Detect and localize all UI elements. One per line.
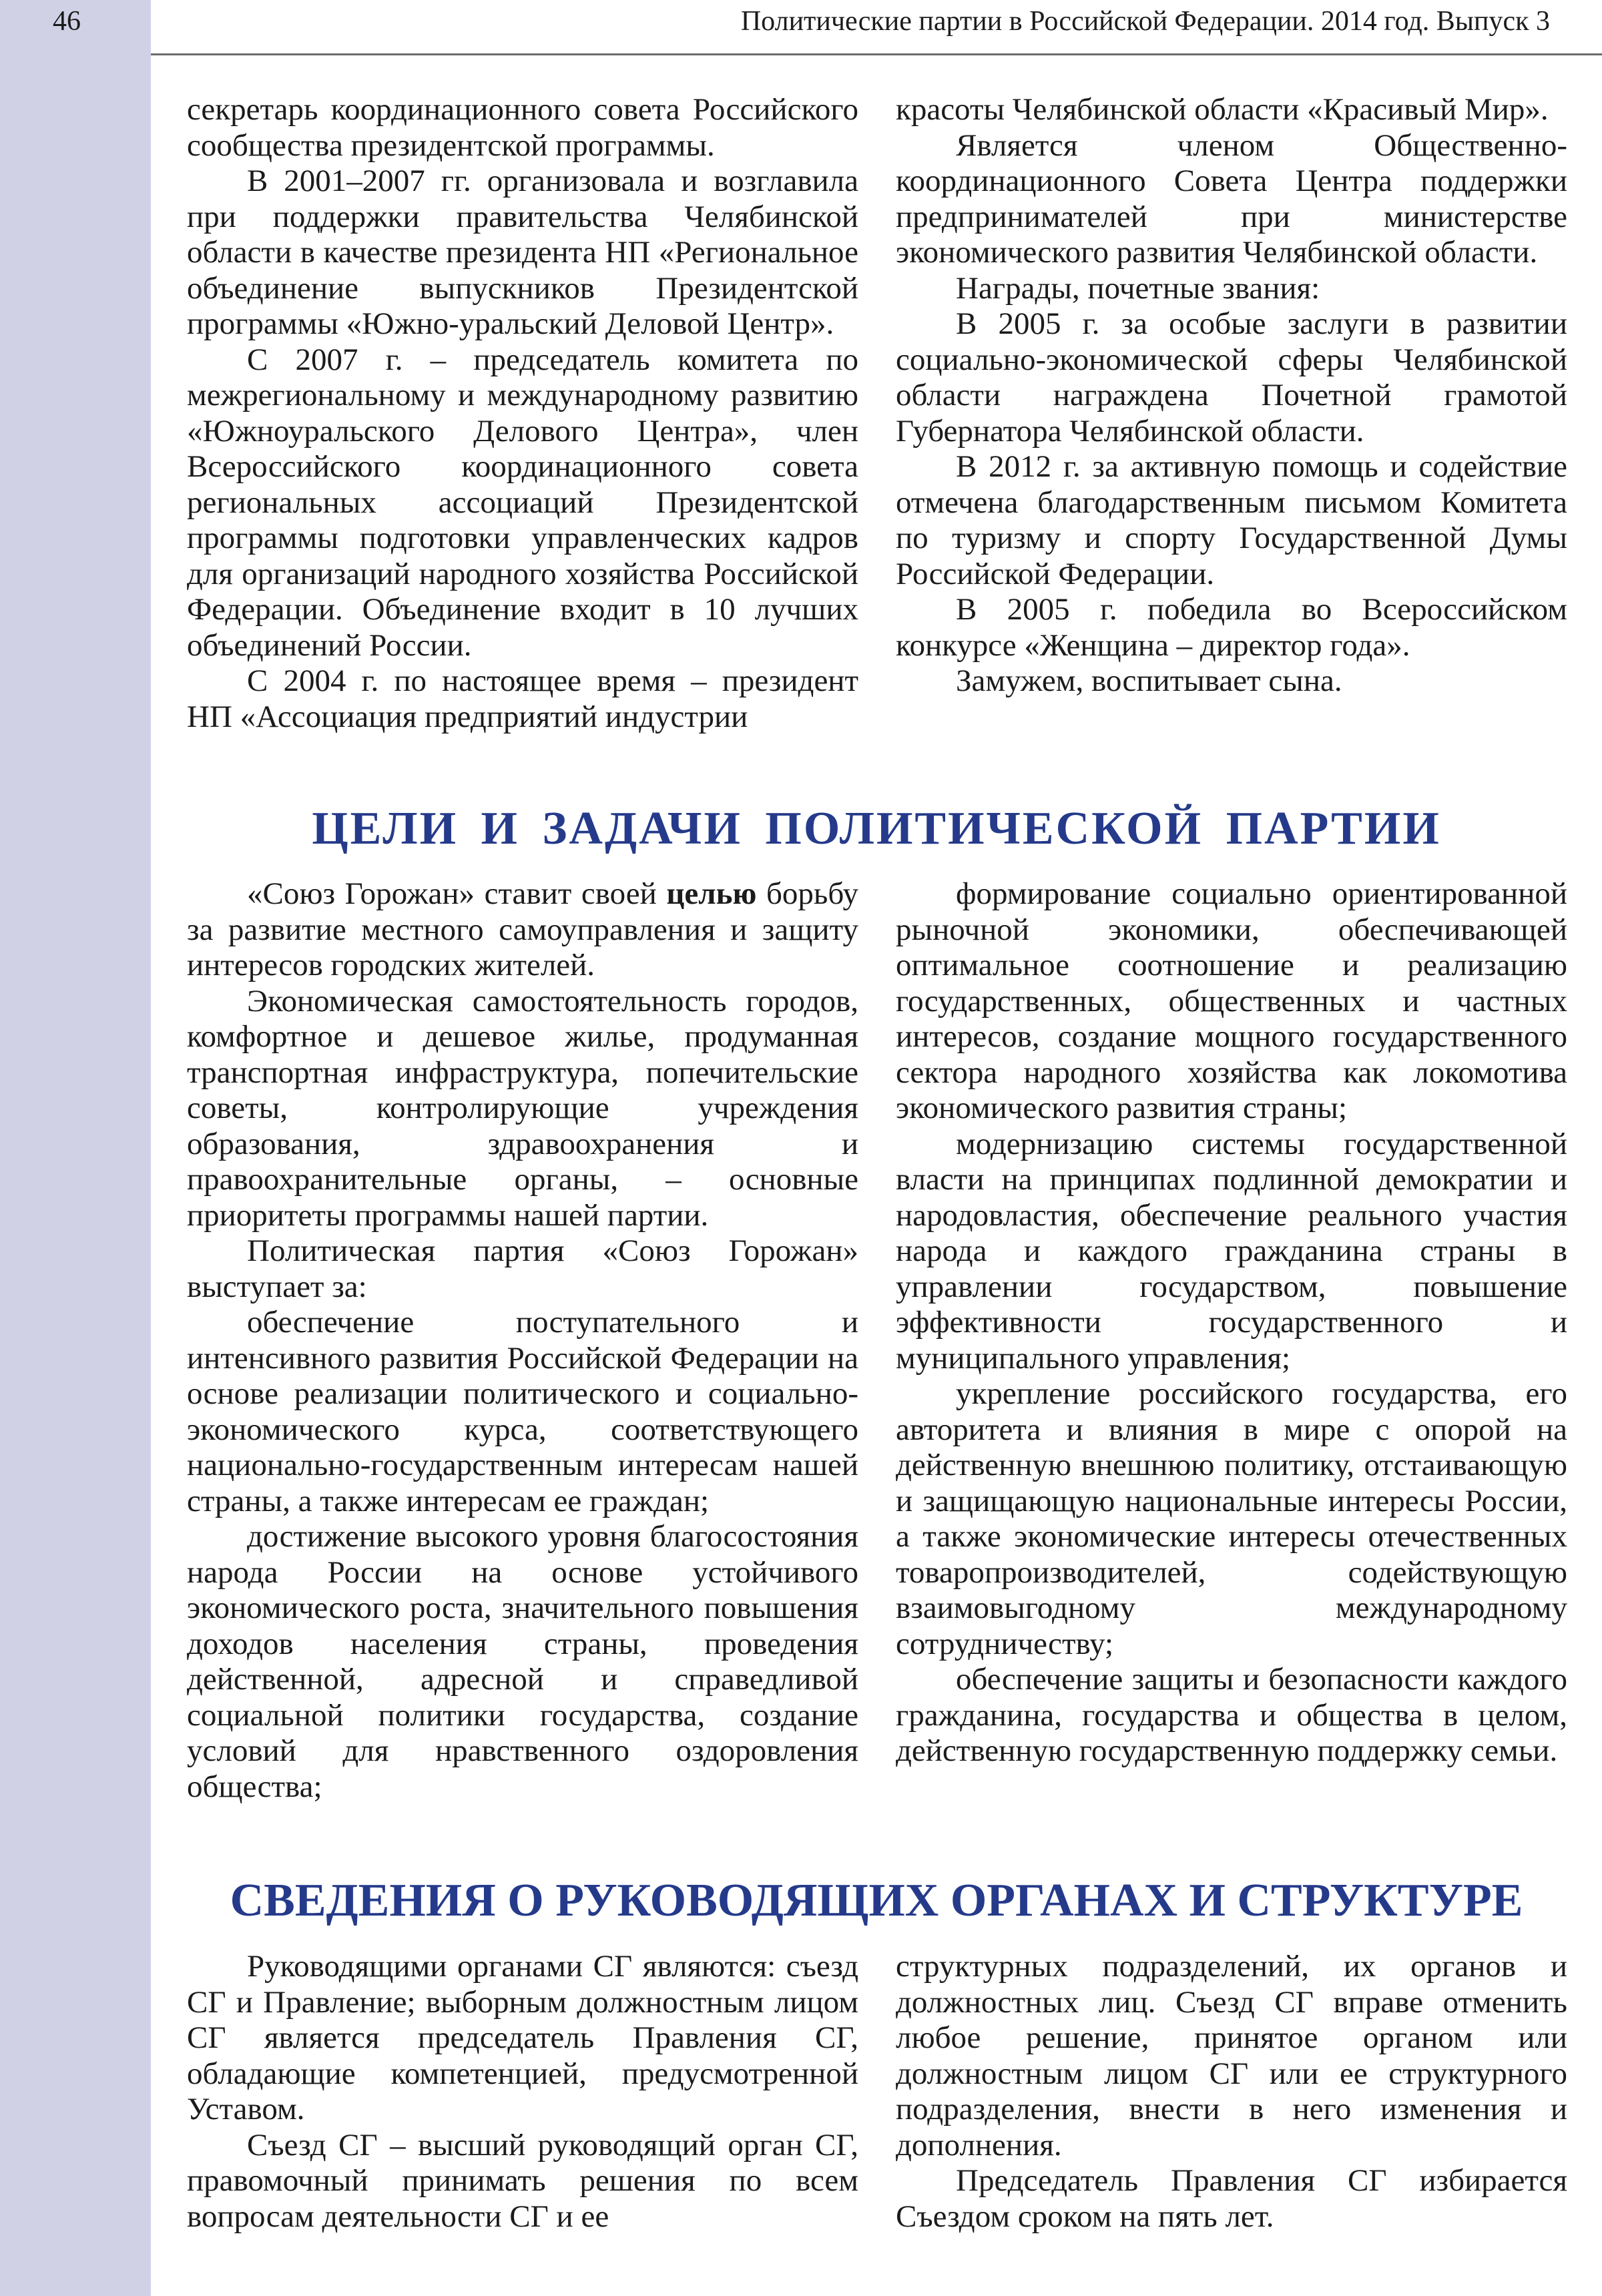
bio-paragraph: В 2001–2007 гг. организовала и возглавила при поддержки правительства Челябинской области в качестве президента НП «Региональное объединение выпускников Президентской программы «Южно-уральский Деловой Центр». [187,164,858,341]
bio-paragraph: С 2004 г. по настоящее время – президент НП «Ассоциация предприятий индустрии [187,663,858,734]
structure-paragraph: Съезд СГ – высший руководящий орган СГ, правомочный принимать решения по всем вопросам деятельности СГ и ее [187,2127,858,2234]
header-rule [151,53,1602,55]
goals-paragraph: модернизацию системы государственной власти на принципах подлинной демократии и народовластия, обеспечение реального участия народа и каждого гражданина страны в управлении государством, повышение эффективности государственного и муниципального управления; [896,1126,1567,1376]
structure-columns [187,1949,1567,2235]
goals-paragraph: Политическая партия «Союз Горожан» выступает за: [187,1233,858,1304]
bio-right-column [896,92,1567,735]
page-number: 46 [53,6,81,37]
bio-paragraph: Награды, почетные звания: [956,270,1320,306]
goals-left-column [187,876,858,1805]
goals-intro-text: борьбу за развитие местного самоуправления и защиту интересов городских жителей. [187,876,858,982]
running-title: Политические партии в Российской Федерации. 2014 год. Выпуск 3 [740,6,1550,37]
goals-section-title: ЦЕЛИ И ЗАДАЧИ ПОЛИТИЧЕСКОЙ ПАРТИИ [312,803,1441,854]
page-side-bar [0,0,151,2296]
bio-paragraph: В 2012 г. за активную помощь и содействие отмечена благодарственным письмом Комитета по туризму и спорту Государственной Думы Российской Федерации. [896,449,1567,591]
goals-columns [187,876,1567,1805]
bio-paragraph: секретарь координационного совета Российского сообщества президентской программы. [187,92,858,163]
bio-columns [187,92,1567,735]
structure-left-column [187,1949,858,2235]
bio-paragraph: Является членом Общественно-координационного Совета Центра поддержки предпринимателей при министерстве экономического развития Челябинской области. [896,127,1567,270]
goals-paragraph: формирование социально ориентированной рыночной экономики, обеспечивающей оптимальное соотношение и реализацию государственных, общественных и частных интересов, создание мощного государственного сектора народного хозяйства как локомотива экономического развития страны; [896,876,1567,1125]
structure-paragraph: Председатель Правления СГ избирается Съездом сроком на пять лет. [896,2163,1567,2234]
structure-paragraph: структурных подразделений, их органов и должностных лиц. Съезд СГ вправе отменить любое решение, принятое органом или должностным лицом СГ или ее структурного подразделения, внести в него изменения и дополнения. [896,1949,1567,2163]
goals-intro-text: «Союз Горожан» ставит своей [247,876,667,911]
bio-paragraph: Замужем, воспитывает сына. [956,663,1342,698]
bio-paragraph: красоты Челябинской области «Красивый Мир». [896,92,1549,127]
goals-paragraph: обеспечение поступательного и интенсивного развития Российской Федерации на основе реализации политического и социально-экономического курса, соответствующего национально-государственным интересам нашей страны, а также интересам ее граждан; [187,1305,858,1518]
structure-section-title: СВЕДЕНИЯ О РУКОВОДЯЩИХ ОРГАНАХ И СТРУКТУРЕ [230,1875,1523,1926]
goals-paragraph: обеспечение защиты и безопасности каждого гражданина, государства и общества в целом, действенную государственную поддержку семьи. [896,1662,1567,1768]
goals-intro-emphasis: целью [666,876,757,911]
goals-paragraph: укрепление российского государства, его авторитета и влияния в мире с опорой на действенную внешнюю политику, отстаивающую и защищающую национальные интересы России, а также экономические интересы отечественных товаропроизводителей, содействующую взаимовыгодному международному сотрудничеству; [896,1376,1567,1661]
goals-intro-paragraph [187,876,858,984]
goals-right-column [896,876,1567,1805]
bio-left-column [187,92,858,735]
goals-paragraph: Экономическая самостоятельность городов, комфортное и дешевое жилье, продуманная транспортная инфраструктура, попечительские советы, контролирующие учреждения образования, здравоохранения и правоохранительные органы, – основные приоритеты программы нашей партии. [187,983,858,1233]
goals-paragraph: достижение высокого уровня благосостояния народа России на основе устойчивого экономического роста, значительного повышения доходов населения страны, проведения действенной, адресной и справедливой социальной политики государства, создание условий для нравственного оздоровления общества; [187,1519,858,1804]
bio-paragraph: С 2007 г. – председатель комитета по межрегиональному и международному развитию «Южноуральского Делового Центра», член Всероссийского координационного совета региональных ассоциаций Президентской программы подготовки управленческих кадров для организаций народного хозяйства Российской Федерации. Объединение входит в 10 лучших объединений России. [187,342,858,663]
structure-paragraph: Руководящими органами СГ являются: съезд СГ и Правление; выборным должностным лицом СГ является председатель Правления СГ, обладающие компетенцией, предусмотренной Уставом. [187,1949,858,2126]
bio-paragraph: В 2005 г. за особые заслуги в развитии социально-экономической сферы Челябинской области награждена Почетной грамотой Губернатора Челябинской области. [896,306,1567,449]
bio-paragraph: В 2005 г. победила во Всероссийском конкурсе «Женщина – директор года». [896,592,1567,663]
structure-right-column [896,1949,1567,2235]
